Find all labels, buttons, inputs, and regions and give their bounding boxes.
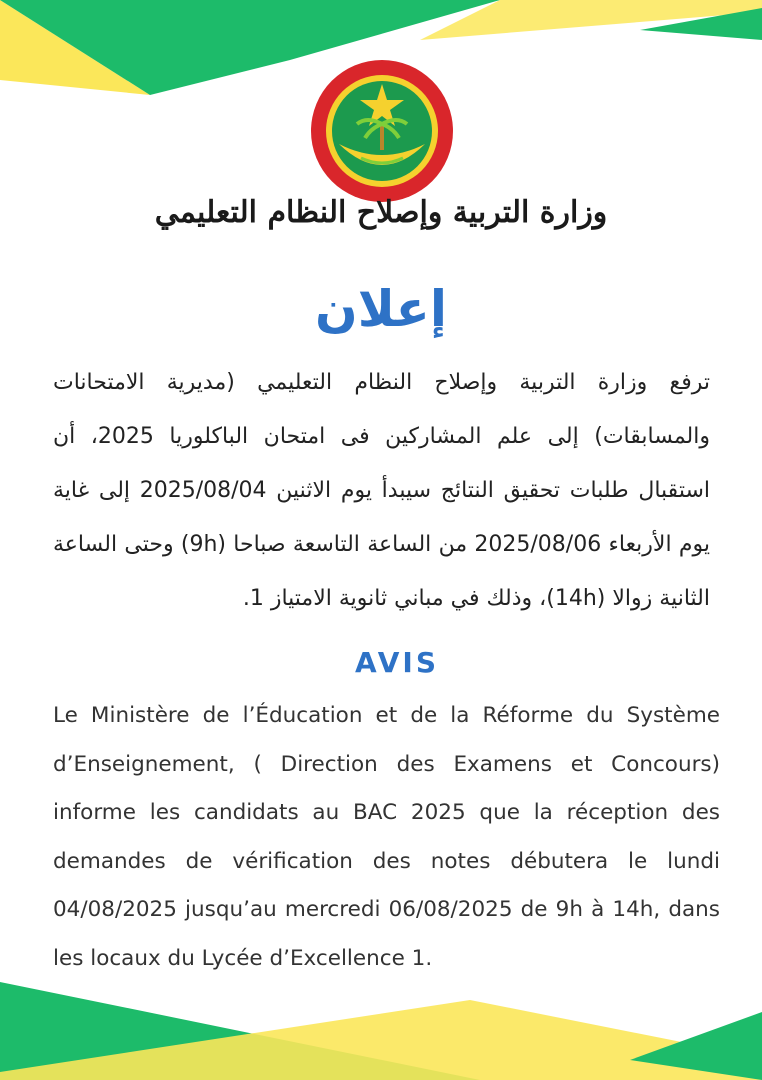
mauritania-emblem xyxy=(309,58,455,204)
ministry-name: وزارة التربية وإصلاح النظام التعليمي xyxy=(154,195,608,230)
announcement-body-arabic: ترفع وزارة التربية وإصلاح النظام التعليمي (مديرية الامتحانات والمسابقات) إلى علم المشاركين فى امتحان الباكلوريا 2025، أن استقبال طلبات تحقيق النتائج سيبدأ يوم الاثنين 2025/08/04 إلى غاية يوم الأربعاء 2025/08/06 من الساعة التاسعة صباحا (9h) وحتى الساعة الثانية زوالا (14h)، وذلك في مباني ثانوية الامتياز 1. xyxy=(53,370,710,611)
announcement-title-french: AVIS xyxy=(354,646,440,679)
announcement-body-french: Le Ministère de l’Éducation et de la Réforme du Système d’Enseignement, ( Direction des Examens et Concours) informe les candidats au BAC 2025 que la réception des demandes de vérification des notes débutera le lundi 04/08/2025 jusqu’au mercredi 06/08/2025 de 9h à 14h, dans les locaux du Lycée d’Excellence 1. xyxy=(53,703,720,971)
announcement-title-arabic: إعلان xyxy=(315,280,447,338)
